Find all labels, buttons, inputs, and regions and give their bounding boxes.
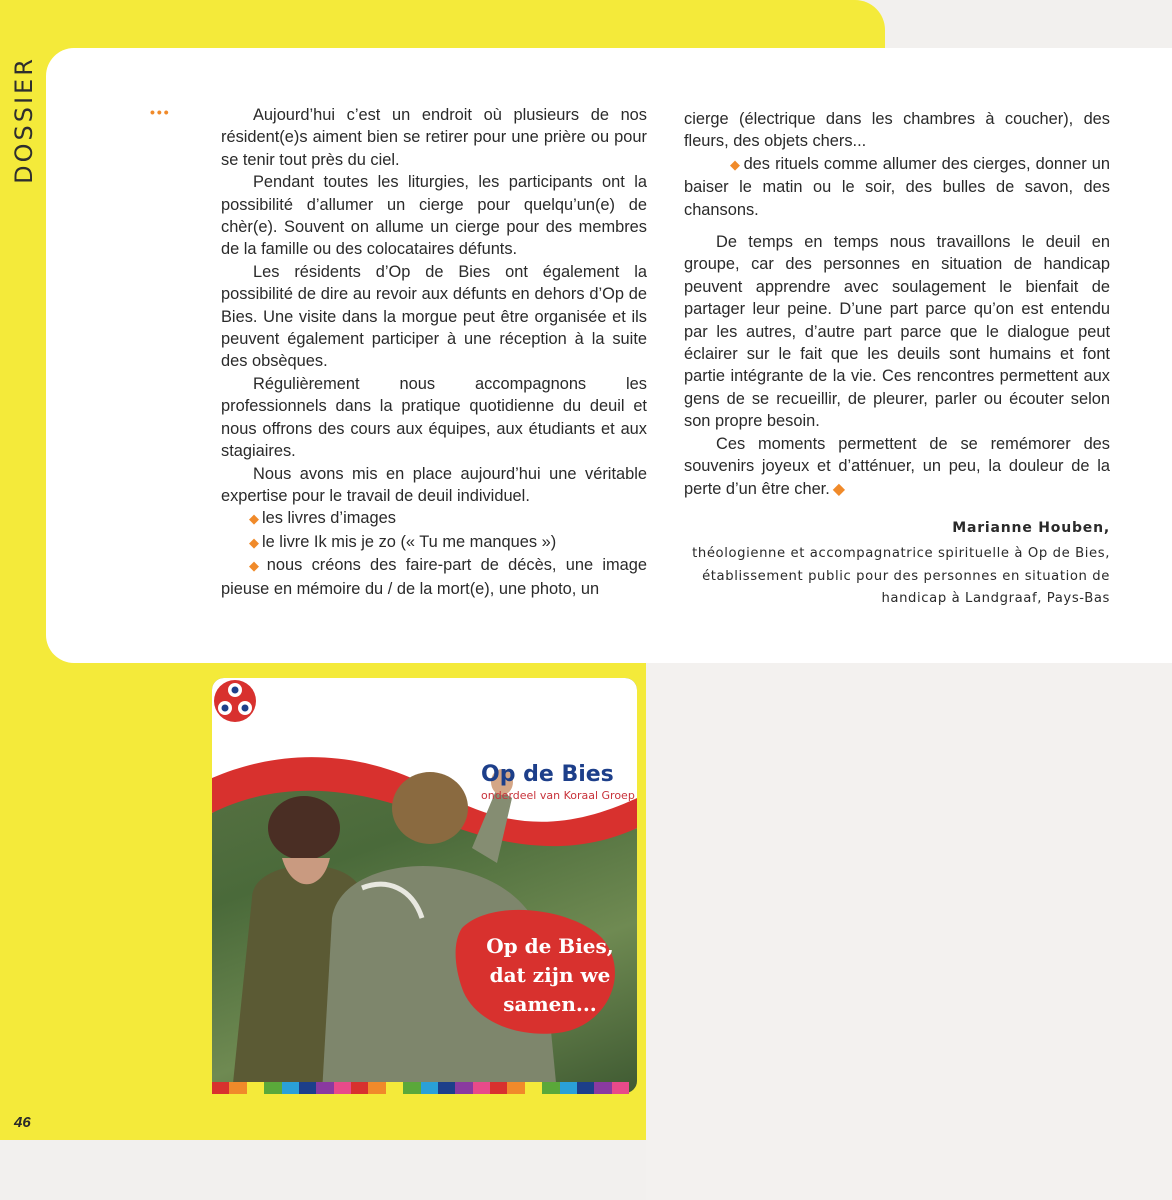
- paragraph: Aujourd’hui c’est un endroit où plusieurs de nos résident(e)s aiment bien se retirer pour une prière ou pour se tenir tout près du ciel.: [221, 106, 647, 169]
- author-name: Marianne Houben,: [952, 519, 1110, 536]
- paragraph-continuation: cierge (électrique dans les chambres à coucher), des fleurs, des objets chers...: [684, 110, 1110, 151]
- ornament-dots: •••: [150, 104, 171, 120]
- paragraph: Pendant toutes les liturgies, les participants ont la possibilité d’allumer un cierge pour quelqu’un(e) de chèr(e). Souvent on allume un cierge pour des membres de la famille ou des colocataires défunts.: [221, 173, 647, 259]
- brand-name: Op de Bies: [481, 762, 614, 787]
- list-item: ◆ nous créons des faire-part de décès, une image pieuse en mémoire du / de la mort(e), une photo, un: [221, 556, 648, 598]
- diamond-bullet-icon: ◆: [249, 558, 264, 574]
- author-role: théologienne et accompagnatrice spirituelle à Op de Bies, établissement public pour des personnes en situation de handicap à Landgraaf, Pays-Bas: [692, 546, 1110, 607]
- end-mark-icon: ◆: [832, 480, 846, 498]
- paragraph: De temps en temps nous travaillons le deuil en groupe, car des personnes en situation de handicap peuvent apprendre avec soulagement le bienfait de partager leur peine. D’une part parce qu’on est entendu par les autres, d’autre part parce que le dialogue peut éclairer sur le fait que les deuils sont humains et font partie intégrante de la vie. Ces rencontres permettent aux gens de se recueillir, de pleurer, parler ou écouter selon son propre besoin.: [684, 233, 1110, 431]
- list-item: ◆ les livres d’images: [249, 509, 396, 528]
- paragraph: Les résidents d’Op de Bies ont également la possibilité de dire au revoir aux défunts en dehors d’Op de Bies. Une visite dans la morgue peut être organisée et ils peuvent également participer à une réception à la suite des obsèques.: [221, 262, 647, 371]
- diamond-bullet-icon: ◆: [249, 511, 259, 527]
- diamond-bullet-icon: ◆: [730, 156, 741, 172]
- diamond-bullet-icon: ◆: [249, 534, 259, 550]
- brand-subtitle: onderdeel van Koraal Groep: [481, 789, 635, 802]
- paragraph: Ces moments permettent de se remémorer des souvenirs joyeux et d’atténuer, un peu, la douleur de la perte d’un être cher. ◆: [684, 434, 1110, 498]
- photo: [212, 678, 637, 1093]
- color-stripe: [212, 1082, 629, 1094]
- paragraph: Régulièrement nous accompagnons les professionnels dans la pratique quotidienne du deuil et nous offrons des cours aux équipes, aux étudiants et aux stagiaires.: [221, 374, 647, 461]
- list-item: ◆ le livre Ik mis je zo (« Tu me manques »): [249, 532, 557, 551]
- photo-illustration: [212, 678, 637, 1093]
- paragraph: Nous avons mis en place aujourd’hui une véritable expertise pour le travail de deuil individuel.: [221, 464, 647, 505]
- op-de-bies-logo-icon: [212, 678, 258, 724]
- right-column: [684, 108, 1110, 611]
- bleed-through-area: [646, 620, 1172, 1200]
- slogan: Op de Bies, dat zijn we samen...: [486, 934, 614, 1016]
- page-number: 46: [14, 1114, 31, 1131]
- list-item: ◆ des rituels comme allumer des cierges, donner un baiser le matin ou le soir, des bulles de savon, des chansons.: [684, 154, 1111, 219]
- signature: [684, 517, 1110, 611]
- section-label: DOSSIER: [10, 56, 39, 184]
- left-column: [221, 104, 647, 600]
